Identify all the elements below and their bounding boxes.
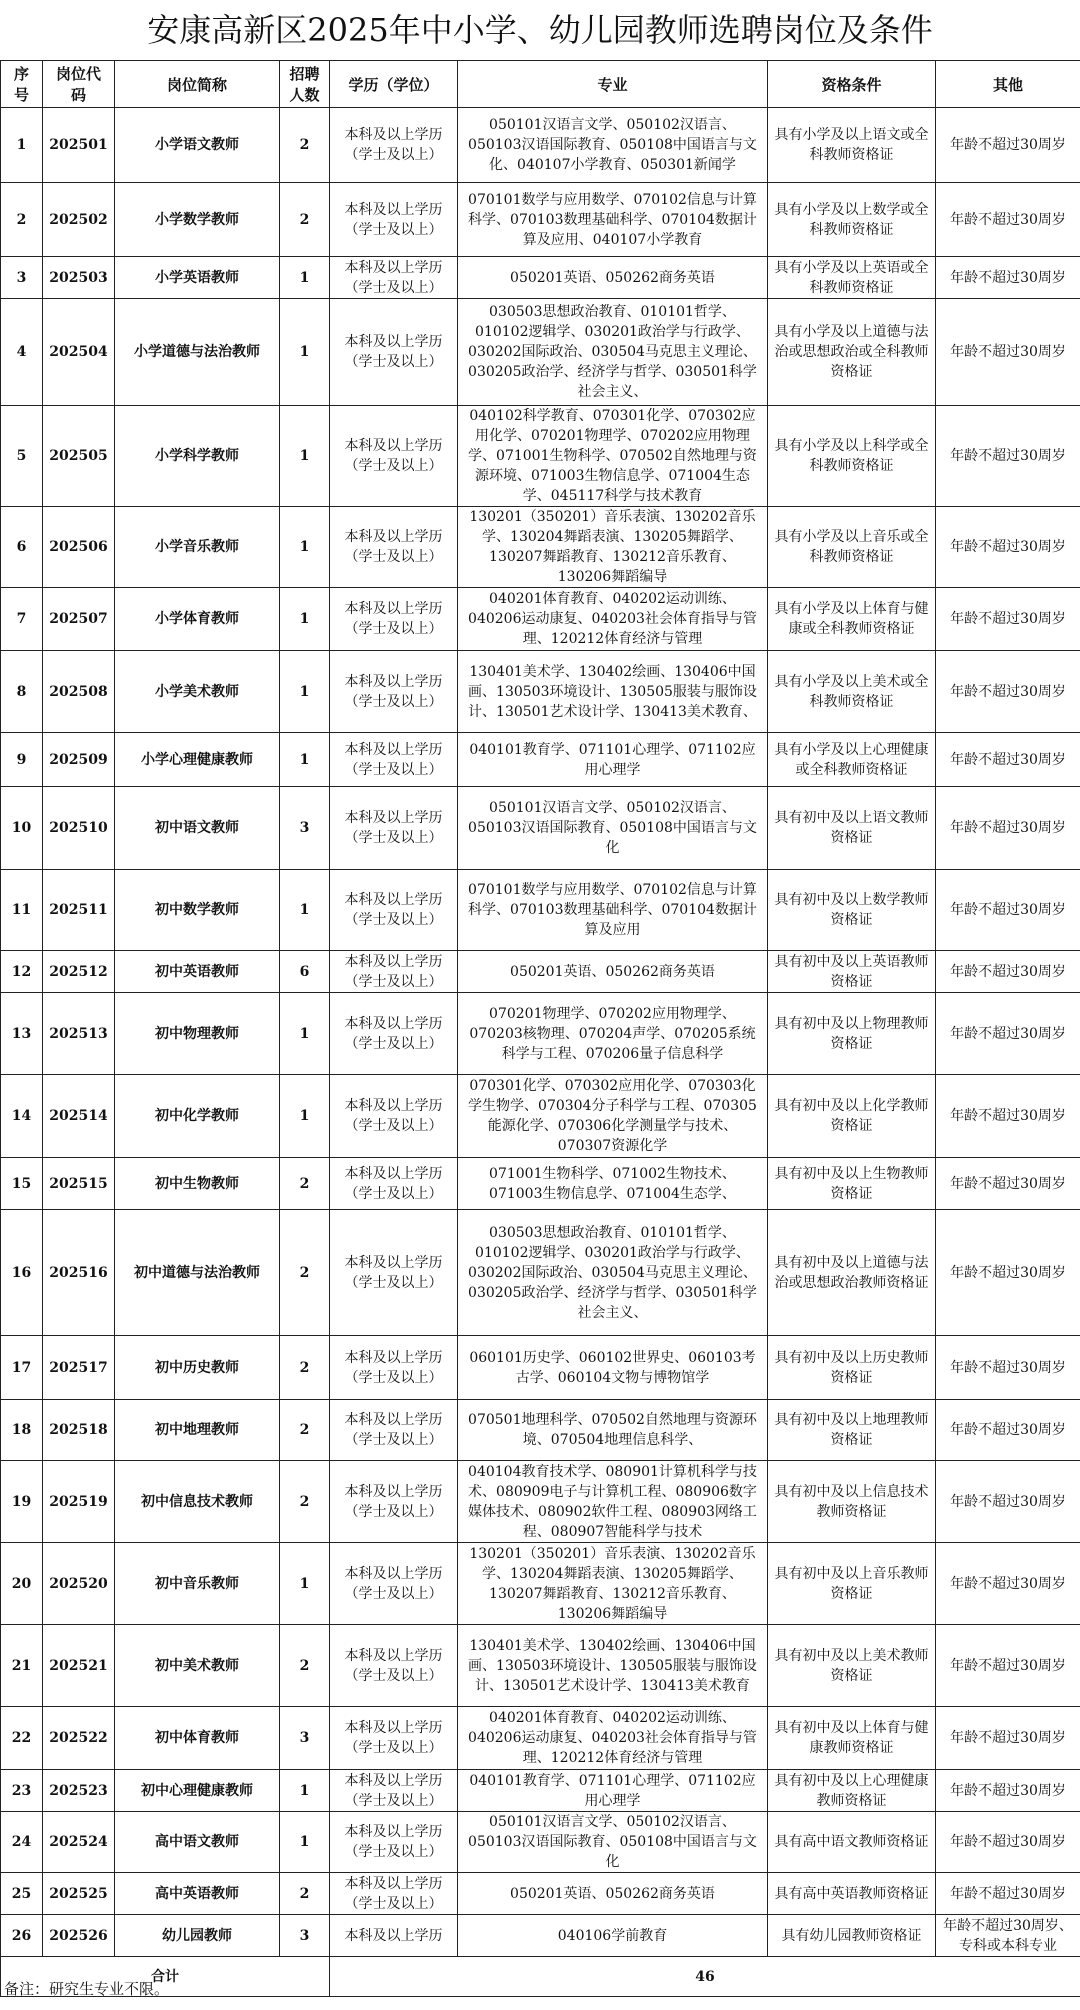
row-education: 本科及以上学历（学士及以上）	[330, 787, 458, 870]
row-name: 初中化学教师	[115, 1075, 280, 1158]
row-qualification: 具有小学及以上体育与健康或全科教师资格证	[768, 588, 936, 651]
row-no: 26	[1, 1915, 43, 1957]
row-major: 130401美术学、130402绘画、130406中国画、130503环境设计、130505服装与服饰设计、130501艺术设计学、130413美术教育、	[458, 651, 768, 733]
table-row	[1, 1075, 1080, 1158]
row-code: 202512	[43, 951, 115, 993]
table-row	[1, 257, 1080, 299]
row-qualification: 具有小学及以上语文或全科教师资格证	[768, 108, 936, 183]
row-count: 1	[280, 257, 330, 299]
row-other: 年龄不超过30周岁	[936, 1075, 1080, 1158]
row-name: 小学心理健康教师	[115, 733, 280, 787]
row-count: 2	[280, 1158, 330, 1210]
row-name: 初中体育教师	[115, 1707, 280, 1770]
row-other: 年龄不超过30周岁	[936, 870, 1080, 951]
row-no: 11	[1, 870, 43, 951]
row-qualification: 具有初中及以上生物教师资格证	[768, 1158, 936, 1210]
table-row	[1, 1158, 1080, 1210]
row-code: 202509	[43, 733, 115, 787]
row-major: 130201（350201）音乐表演、130202音乐学、130204舞蹈表演、130205舞蹈学、130207舞蹈教育、130212音乐教育、130206舞蹈编导	[458, 507, 768, 588]
row-other: 年龄不超过30周岁	[936, 993, 1080, 1075]
row-name: 初中美术教师	[115, 1625, 280, 1707]
row-major: 040201体育教育、040202运动训练、040206运动康复、040203社会体育指导与管理、120212体育经济与管理	[458, 1707, 768, 1770]
row-no: 15	[1, 1158, 43, 1210]
row-other: 年龄不超过30周岁	[936, 1873, 1080, 1915]
header-name: 岗位简称	[115, 61, 280, 108]
row-code: 202526	[43, 1915, 115, 1957]
row-education: 本科及以上学历（学士及以上）	[330, 951, 458, 993]
row-name: 初中心理健康教师	[115, 1770, 280, 1812]
table-row	[1, 1707, 1080, 1770]
row-code: 202501	[43, 108, 115, 183]
row-count: 6	[280, 951, 330, 993]
row-count: 2	[280, 108, 330, 183]
row-other: 年龄不超过30周岁	[936, 1625, 1080, 1707]
row-code: 202524	[43, 1812, 115, 1873]
row-other: 年龄不超过30周岁、专科或本科专业	[936, 1915, 1080, 1957]
total-value: 46	[330, 1957, 1080, 1997]
row-qualification: 具有小学及以上道德与法治或思想政治或全科教师资格证	[768, 299, 936, 406]
row-name: 小学数学教师	[115, 183, 280, 257]
header-count: 招聘人数	[280, 61, 330, 108]
row-qualification: 具有小学及以上英语或全科教师资格证	[768, 257, 936, 299]
table-row	[1, 507, 1080, 588]
table-row	[1, 1543, 1080, 1625]
row-count: 1	[280, 651, 330, 733]
table-row	[1, 299, 1080, 406]
row-name: 高中英语教师	[115, 1873, 280, 1915]
row-other: 年龄不超过30周岁	[936, 406, 1080, 507]
row-no: 20	[1, 1543, 43, 1625]
row-no: 17	[1, 1336, 43, 1400]
row-education: 本科及以上学历（学士及以上）	[330, 1812, 458, 1873]
table-row	[1, 406, 1080, 507]
total-label: 合计	[1, 1957, 330, 1997]
row-other: 年龄不超过30周岁	[936, 183, 1080, 257]
row-count: 1	[280, 993, 330, 1075]
row-qualification: 具有初中及以上化学教师资格证	[768, 1075, 936, 1158]
row-education: 本科及以上学历（学士及以上）	[330, 1158, 458, 1210]
row-code: 202518	[43, 1400, 115, 1461]
row-code: 202523	[43, 1770, 115, 1812]
table-row	[1, 588, 1080, 651]
row-code: 202505	[43, 406, 115, 507]
row-education: 本科及以上学历（学士及以上）	[330, 1075, 458, 1158]
row-major: 070101数学与应用数学、070102信息与计算科学、070103数理基础科学、070104数据计算及应用、040107小学教育	[458, 183, 768, 257]
row-no: 14	[1, 1075, 43, 1158]
table-row	[1, 1812, 1080, 1873]
row-no: 13	[1, 993, 43, 1075]
row-qualification: 具有小学及以上音乐或全科教师资格证	[768, 507, 936, 588]
row-name: 小学科学教师	[115, 406, 280, 507]
row-major: 040106学前教育	[458, 1915, 768, 1957]
row-major: 030503思想政治教育、010101哲学、010102逻辑学、030201政治学与行政学、030202国际政治、030504马克思主义理论、030205政治学、经济学与哲学、030501科学社会主义、	[458, 1210, 768, 1336]
table-row	[1, 1210, 1080, 1336]
row-other: 年龄不超过30周岁	[936, 299, 1080, 406]
row-education: 本科及以上学历（学士及以上）	[330, 993, 458, 1075]
row-no: 1	[1, 108, 43, 183]
row-major: 040101教育学、071101心理学、071102应用心理学	[458, 733, 768, 787]
row-major: 040101教育学、071101心理学、071102应用心理学	[458, 1770, 768, 1812]
row-other: 年龄不超过30周岁	[936, 651, 1080, 733]
row-count: 1	[280, 507, 330, 588]
header-no: 序号	[1, 61, 43, 108]
row-count: 3	[280, 1915, 330, 1957]
row-no: 18	[1, 1400, 43, 1461]
row-code: 202517	[43, 1336, 115, 1400]
row-education: 本科及以上学历（学士及以上）	[330, 1461, 458, 1543]
row-qualification: 具有小学及以上数学或全科教师资格证	[768, 183, 936, 257]
table-row	[1, 993, 1080, 1075]
row-education: 本科及以上学历（学士及以上）	[330, 1707, 458, 1770]
row-other: 年龄不超过30周岁	[936, 588, 1080, 651]
row-no: 6	[1, 507, 43, 588]
row-code: 202503	[43, 257, 115, 299]
row-count: 1	[280, 1543, 330, 1625]
row-name: 小学音乐教师	[115, 507, 280, 588]
row-name: 初中英语教师	[115, 951, 280, 993]
row-other: 年龄不超过30周岁	[936, 1812, 1080, 1873]
row-no: 3	[1, 257, 43, 299]
row-name: 初中信息技术教师	[115, 1461, 280, 1543]
row-code: 202513	[43, 993, 115, 1075]
header-education: 学历（学位）	[330, 61, 458, 108]
row-other: 年龄不超过30周岁	[936, 1461, 1080, 1543]
row-code: 202515	[43, 1158, 115, 1210]
row-code: 202508	[43, 651, 115, 733]
row-major: 050201英语、050262商务英语	[458, 257, 768, 299]
table-row	[1, 1336, 1080, 1400]
row-name: 小学美术教师	[115, 651, 280, 733]
row-no: 9	[1, 733, 43, 787]
row-no: 16	[1, 1210, 43, 1336]
row-other: 年龄不超过30周岁	[936, 733, 1080, 787]
row-qualification: 具有初中及以上音乐教师资格证	[768, 1543, 936, 1625]
row-count: 1	[280, 406, 330, 507]
row-education: 本科及以上学历（学士及以上）	[330, 1873, 458, 1915]
row-count: 1	[280, 870, 330, 951]
row-no: 22	[1, 1707, 43, 1770]
table-row	[1, 1770, 1080, 1812]
row-qualification: 具有高中语文教师资格证	[768, 1812, 936, 1873]
row-code: 202514	[43, 1075, 115, 1158]
row-qualification: 具有初中及以上信息技术教师资格证	[768, 1461, 936, 1543]
row-education: 本科及以上学历（学士及以上）	[330, 406, 458, 507]
row-qualification: 具有幼儿园教师资格证	[768, 1915, 936, 1957]
row-qualification: 具有初中及以上数学教师资格证	[768, 870, 936, 951]
row-code: 202507	[43, 588, 115, 651]
row-name: 小学语文教师	[115, 108, 280, 183]
row-education: 本科及以上学历（学士及以上）	[330, 1625, 458, 1707]
row-code: 202506	[43, 507, 115, 588]
table-row	[1, 108, 1080, 183]
table-row	[1, 651, 1080, 733]
row-qualification: 具有初中及以上物理教师资格证	[768, 993, 936, 1075]
row-no: 8	[1, 651, 43, 733]
row-qualification: 具有初中及以上语文教师资格证	[768, 787, 936, 870]
row-count: 2	[280, 1461, 330, 1543]
row-code: 202520	[43, 1543, 115, 1625]
row-no: 19	[1, 1461, 43, 1543]
row-qualification: 具有初中及以上英语教师资格证	[768, 951, 936, 993]
row-education: 本科及以上学历（学士及以上）	[330, 507, 458, 588]
row-qualification: 具有高中英语教师资格证	[768, 1873, 936, 1915]
row-education: 本科及以上学历（学士及以上）	[330, 1400, 458, 1461]
table-row	[1, 1400, 1080, 1461]
table-row	[1, 1461, 1080, 1543]
row-major: 040201体育教育、040202运动训练、040206运动康复、040203社会体育指导与管理、120212体育经济与管理	[458, 588, 768, 651]
row-code: 202519	[43, 1461, 115, 1543]
row-education: 本科及以上学历（学士及以上）	[330, 588, 458, 651]
row-name: 小学道德与法治教师	[115, 299, 280, 406]
row-other: 年龄不超过30周岁	[936, 1336, 1080, 1400]
row-major: 070101数学与应用数学、070102信息与计算科学、070103数理基础科学、070104数据计算及应用	[458, 870, 768, 951]
row-no: 25	[1, 1873, 43, 1915]
row-education: 本科及以上学历（学士及以上）	[330, 733, 458, 787]
row-no: 12	[1, 951, 43, 993]
row-name: 初中语文教师	[115, 787, 280, 870]
row-major: 060101历史学、060102世界史、060103考古学、060104文物与博物馆学	[458, 1336, 768, 1400]
table-row	[1, 787, 1080, 870]
row-major: 050101汉语言文学、050102汉语言、050103汉语国际教育、050108中国语言与文化	[458, 1812, 768, 1873]
row-major: 050201英语、050262商务英语	[458, 951, 768, 993]
table-row	[1, 183, 1080, 257]
row-count: 1	[280, 1075, 330, 1158]
row-education: 本科及以上学历（学士及以上）	[330, 108, 458, 183]
row-no: 21	[1, 1625, 43, 1707]
row-major: 130201（350201）音乐表演、130202音乐学、130204舞蹈表演、130205舞蹈学、130207舞蹈教育、130212音乐教育、130206舞蹈编导	[458, 1543, 768, 1625]
row-qualification: 具有初中及以上地理教师资格证	[768, 1400, 936, 1461]
row-count: 2	[280, 1873, 330, 1915]
row-major: 040102科学教育、070301化学、070302应用化学、070201物理学、070202应用物理学、071001生物科学、070502自然地理与资源环境、071003生物信息学、071004生态学、045117科学与技术教育	[458, 406, 768, 507]
table-row	[1, 870, 1080, 951]
row-qualification: 具有初中及以上美术教师资格证	[768, 1625, 936, 1707]
row-no: 24	[1, 1812, 43, 1873]
row-other: 年龄不超过30周岁	[936, 951, 1080, 993]
row-name: 初中地理教师	[115, 1400, 280, 1461]
header-code: 岗位代码	[43, 61, 115, 108]
row-no: 7	[1, 588, 43, 651]
row-count: 1	[280, 299, 330, 406]
row-major: 070201物理学、070202应用物理学、070203核物理、070204声学、070205系统科学与工程、070206量子信息科学	[458, 993, 768, 1075]
table-row	[1, 733, 1080, 787]
row-name: 初中道德与法治教师	[115, 1210, 280, 1336]
row-no: 2	[1, 183, 43, 257]
row-other: 年龄不超过30周岁	[936, 1707, 1080, 1770]
row-name: 初中数学教师	[115, 870, 280, 951]
row-major: 070501地理科学、070502自然地理与资源环境、070504地理信息科学、	[458, 1400, 768, 1461]
row-major: 030503思想政治教育、010101哲学、010102逻辑学、030201政治学与行政学、030202国际政治、030504马克思主义理论、030205政治学、经济学与哲学、030501科学社会主义、	[458, 299, 768, 406]
row-qualification: 具有初中及以上道德与法治或思想政治教师资格证	[768, 1210, 936, 1336]
row-name: 小学体育教师	[115, 588, 280, 651]
header-other: 其他	[936, 61, 1080, 108]
row-qualification: 具有初中及以上历史教师资格证	[768, 1336, 936, 1400]
table-row	[1, 951, 1080, 993]
row-other: 年龄不超过30周岁	[936, 257, 1080, 299]
row-name: 初中生物教师	[115, 1158, 280, 1210]
row-major: 071001生物科学、071002生物技术、071003生物信息学、071004生态学、	[458, 1158, 768, 1210]
row-count: 2	[280, 183, 330, 257]
row-code: 202511	[43, 870, 115, 951]
row-other: 年龄不超过30周岁	[936, 1210, 1080, 1336]
row-other: 年龄不超过30周岁	[936, 108, 1080, 183]
header-qualification: 资格条件	[768, 61, 936, 108]
row-code: 202504	[43, 299, 115, 406]
row-education: 本科及以上学历（学士及以上）	[330, 1210, 458, 1336]
table-row	[1, 1915, 1080, 1957]
row-count: 2	[280, 1625, 330, 1707]
row-major: 050101汉语言文学、050102汉语言、050103汉语国际教育、050108中国语言与文化、040107小学教育、050301新闻学	[458, 108, 768, 183]
row-education: 本科及以上学历（学士及以上）	[330, 1543, 458, 1625]
row-major: 070301化学、070302应用化学、070303化学生物学、070304分子科学与工程、070305能源化学、070306化学测量学与技术、070307资源化学	[458, 1075, 768, 1158]
row-qualification: 具有初中及以上体育与健康教师资格证	[768, 1707, 936, 1770]
row-no: 23	[1, 1770, 43, 1812]
row-education: 本科及以上学历（学士及以上）	[330, 1770, 458, 1812]
row-education: 本科及以上学历	[330, 1915, 458, 1957]
row-qualification: 具有小学及以上科学或全科教师资格证	[768, 406, 936, 507]
row-no: 5	[1, 406, 43, 507]
table-header-row	[1, 61, 1080, 108]
row-name: 初中物理教师	[115, 993, 280, 1075]
row-other: 年龄不超过30周岁	[936, 1770, 1080, 1812]
row-other: 年龄不超过30周岁	[936, 1400, 1080, 1461]
page-title: 安康高新区2025年中小学、幼儿园教师选聘岗位及条件	[147, 11, 933, 49]
row-name: 小学英语教师	[115, 257, 280, 299]
footnote: 备注：研究生专业不限。	[4, 1980, 170, 1998]
row-name: 高中语文教师	[115, 1812, 280, 1873]
row-count: 2	[280, 1336, 330, 1400]
row-code: 202522	[43, 1707, 115, 1770]
row-count: 3	[280, 787, 330, 870]
row-code: 202521	[43, 1625, 115, 1707]
row-qualification: 具有小学及以上心理健康或全科教师资格证	[768, 733, 936, 787]
row-other: 年龄不超过30周岁	[936, 787, 1080, 870]
table-row	[1, 1625, 1080, 1707]
row-no: 4	[1, 299, 43, 406]
header-major: 专业	[458, 61, 768, 108]
row-count: 1	[280, 588, 330, 651]
row-count: 1	[280, 1812, 330, 1873]
row-count: 3	[280, 1707, 330, 1770]
row-count: 2	[280, 1400, 330, 1461]
row-count: 1	[280, 733, 330, 787]
row-code: 202502	[43, 183, 115, 257]
row-major: 130401美术学、130402绘画、130406中国画、130503环境设计、130505服装与服饰设计、130501艺术设计学、130413美术教育	[458, 1625, 768, 1707]
row-other: 年龄不超过30周岁	[936, 1158, 1080, 1210]
row-major: 050201英语、050262商务英语	[458, 1873, 768, 1915]
row-major: 040104教育技术学、080901计算机科学与技术、080909电子与计算机工程、080906数字媒体技术、080902软件工程、080903网络工程、080907智能科学与技术	[458, 1461, 768, 1543]
position-table	[0, 60, 1080, 1997]
row-name: 幼儿园教师	[115, 1915, 280, 1957]
row-qualification: 具有初中及以上心理健康教师资格证	[768, 1770, 936, 1812]
row-no: 10	[1, 787, 43, 870]
row-education: 本科及以上学历（学士及以上）	[330, 183, 458, 257]
row-education: 本科及以上学历（学士及以上）	[330, 1336, 458, 1400]
row-education: 本科及以上学历（学士及以上）	[330, 651, 458, 733]
row-name: 初中历史教师	[115, 1336, 280, 1400]
row-code: 202510	[43, 787, 115, 870]
row-code: 202516	[43, 1210, 115, 1336]
row-other: 年龄不超过30周岁	[936, 507, 1080, 588]
row-count: 2	[280, 1210, 330, 1336]
row-other: 年龄不超过30周岁	[936, 1543, 1080, 1625]
row-major: 050101汉语言文学、050102汉语言、050103汉语国际教育、050108中国语言与文化	[458, 787, 768, 870]
table-row	[1, 1873, 1080, 1915]
row-education: 本科及以上学历（学士及以上）	[330, 257, 458, 299]
row-education: 本科及以上学历（学士及以上）	[330, 299, 458, 406]
row-count: 1	[280, 1770, 330, 1812]
row-name: 初中音乐教师	[115, 1543, 280, 1625]
row-qualification: 具有小学及以上美术或全科教师资格证	[768, 651, 936, 733]
row-education: 本科及以上学历（学士及以上）	[330, 870, 458, 951]
row-code: 202525	[43, 1873, 115, 1915]
